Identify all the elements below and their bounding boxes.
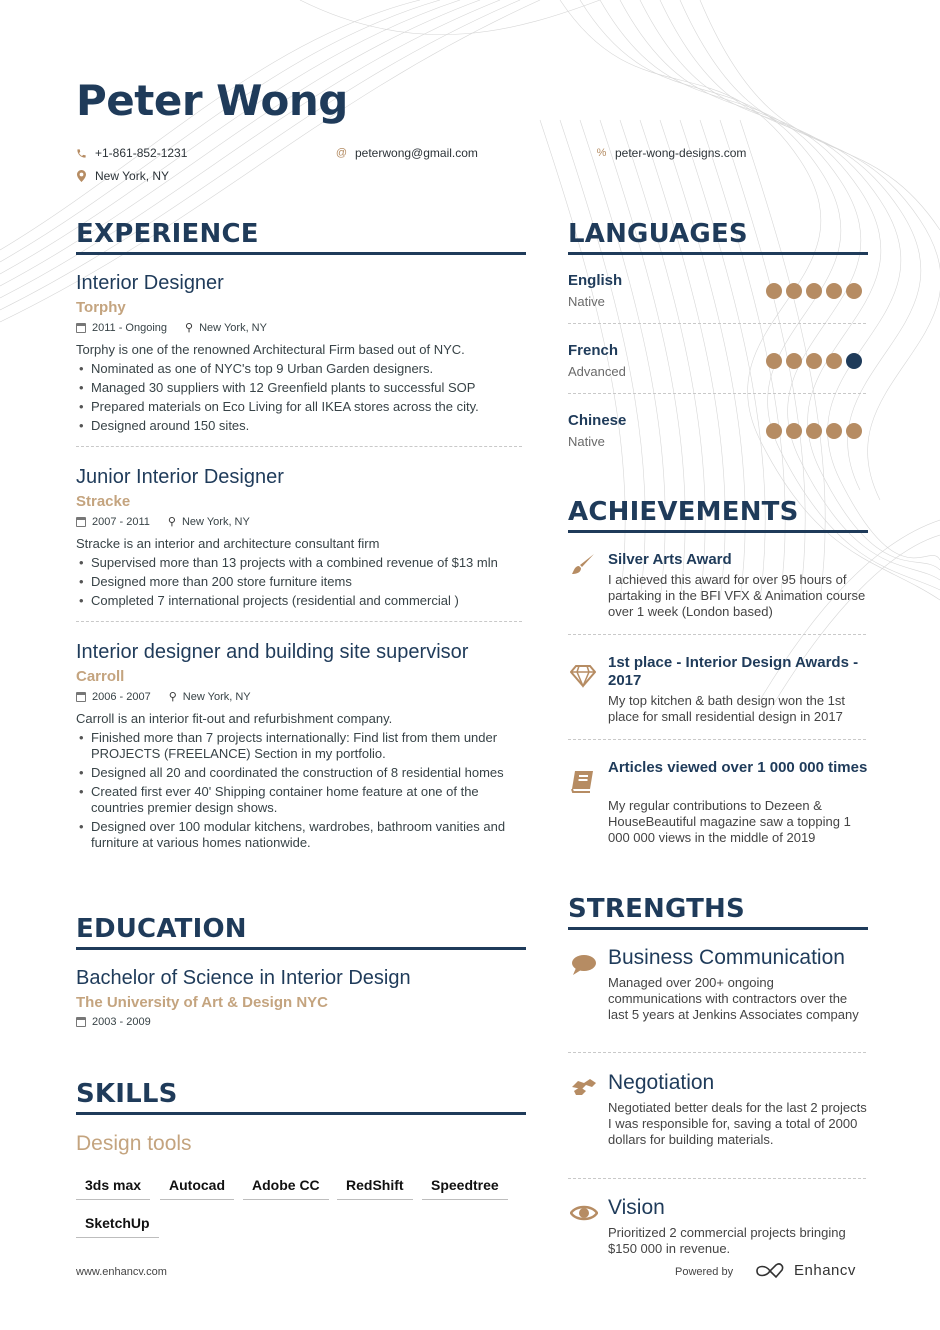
school-name: The University of Art & Design NYC bbox=[76, 994, 328, 1011]
infinity-heart-icon bbox=[754, 1263, 786, 1279]
company-name: Stracke bbox=[76, 493, 131, 510]
company-name: Torphy bbox=[76, 299, 126, 316]
rating-dot-filled bbox=[766, 423, 782, 439]
calendar-icon bbox=[76, 1017, 86, 1027]
strengths-heading: STRENGTHS bbox=[568, 894, 745, 924]
rating-dot-filled bbox=[846, 423, 862, 439]
skill-tag: Adobe CC bbox=[243, 1177, 329, 1200]
diamond-icon bbox=[570, 664, 596, 690]
rating-dot-filled bbox=[806, 423, 822, 439]
job-title: Interior designer and building site supervisor bbox=[76, 641, 469, 663]
skill-tag: Autocad bbox=[160, 1177, 234, 1200]
achievement-description: My regular contributions to Dezeen & HouseBeautiful magazine saw a topping 1 000 000 views in the middle of 2019 bbox=[608, 798, 851, 845]
language-level: Native bbox=[568, 294, 605, 309]
language-level: Native bbox=[568, 434, 605, 449]
bullet-item: • Nominated as one of NYC's top 9 Urban Garden designers. bbox=[76, 361, 526, 377]
job-description: Torphy is one of the renowned Architectural Firm based out of NYC. bbox=[76, 342, 465, 357]
job-location: New York, NY bbox=[199, 321, 267, 334]
calendar-icon bbox=[76, 323, 86, 333]
job-meta bbox=[76, 515, 250, 528]
job-bullets bbox=[76, 730, 526, 854]
bullet-item: • Designed over 100 modular kitchens, wardrobes, bathroom vanities and furniture at various homes nationwide. bbox=[76, 819, 526, 851]
language-rating bbox=[766, 423, 862, 439]
language-separator bbox=[568, 393, 866, 394]
skill-tag: RedShift bbox=[337, 1177, 413, 1200]
email-text: peterwong@gmail.com bbox=[355, 146, 478, 160]
rating-dot-filled bbox=[806, 283, 822, 299]
bullet-item: • Managed 30 suppliers with 12 Greenfield plants to successful SOP bbox=[76, 380, 526, 396]
language-separator bbox=[568, 323, 866, 324]
bullet-item: • Completed 7 international projects (residential and commercial ) bbox=[76, 593, 526, 609]
phone-icon bbox=[76, 148, 87, 159]
rating-dot-filled bbox=[766, 353, 782, 369]
at-icon: @ bbox=[335, 147, 348, 159]
job-bullets bbox=[76, 555, 526, 612]
powered-by-text: Powered by bbox=[675, 1266, 734, 1278]
achievements-heading: ACHIEVEMENTS bbox=[568, 497, 799, 527]
languages-divider bbox=[568, 252, 868, 255]
skill-tag: SketchUp bbox=[76, 1215, 159, 1238]
experience-divider bbox=[76, 252, 526, 255]
degree-title: Bachelor of Science in Interior Design bbox=[76, 967, 411, 989]
bullet-item: • Prepared materials on Eco Living for all IKEA stores across the city. bbox=[76, 399, 526, 415]
location-contact bbox=[76, 169, 169, 183]
education-divider bbox=[76, 947, 526, 950]
strength-separator bbox=[568, 1052, 866, 1053]
job-meta bbox=[76, 321, 267, 334]
skills-heading: SKILLS bbox=[76, 1079, 178, 1109]
bullet-item: • Designed around 150 sites. bbox=[76, 418, 526, 434]
rating-dot-filled bbox=[786, 283, 802, 299]
website-text: peter-wong-designs.com bbox=[615, 146, 747, 160]
language-level: Advanced bbox=[568, 364, 626, 379]
experience-heading: EXPERIENCE bbox=[76, 219, 259, 249]
bullet-item: • Designed more than 200 store furniture items bbox=[76, 574, 526, 590]
skills-divider bbox=[76, 1112, 526, 1115]
language-name: English bbox=[568, 272, 623, 289]
phone-text: +1-861-852-1231 bbox=[95, 146, 188, 160]
language-name: Chinese bbox=[568, 412, 627, 429]
achievement-separator bbox=[568, 634, 866, 635]
language-rating bbox=[766, 283, 862, 299]
company-name: Carroll bbox=[76, 668, 125, 685]
job-bullets bbox=[76, 361, 526, 437]
job-location: New York, NY bbox=[181, 515, 250, 528]
strength-description: Negotiated better deals for the last 2 projects I was responsible for, saving a total of 2000 dollars for building materials. bbox=[608, 1100, 867, 1147]
paintbrush-icon bbox=[570, 552, 596, 578]
strength-separator bbox=[568, 1178, 866, 1179]
languages-heading: LANGUAGES bbox=[568, 219, 748, 249]
rating-dot-empty bbox=[846, 353, 862, 369]
skill-tag: 3ds max bbox=[76, 1177, 150, 1200]
eye-icon bbox=[570, 1203, 596, 1229]
speech-bubble-icon bbox=[570, 953, 596, 979]
job-dates: 2006 - 2007 bbox=[92, 690, 151, 703]
location-pin-icon: ⚲ bbox=[167, 516, 176, 528]
phone-contact[interactable] bbox=[76, 146, 187, 160]
rating-dot-filled bbox=[786, 423, 802, 439]
job-dates: 2011 - Ongoing bbox=[92, 321, 168, 334]
job-title: Junior Interior Designer bbox=[76, 466, 284, 488]
bullet-item: • Created first ever 40' Shipping container home feature at one of the countries premier design shows. bbox=[76, 784, 526, 816]
job-description: Stracke is an interior and architecture consultant firm bbox=[76, 536, 380, 551]
achievement-separator bbox=[568, 739, 866, 740]
education-dates: 2003 - 2009 bbox=[92, 1016, 151, 1028]
achievement-title: 1st place - Interior Design Awards - 2017 bbox=[608, 654, 859, 689]
job-description: Carroll is an interior fit-out and refurbishment company. bbox=[76, 711, 393, 726]
location-pin-icon: ⚲ bbox=[168, 691, 177, 703]
book-icon bbox=[570, 769, 596, 795]
location-pin-icon bbox=[76, 171, 87, 182]
email-contact[interactable] bbox=[336, 146, 478, 160]
calendar-icon bbox=[76, 692, 86, 702]
bullet-item: • Designed all 20 and coordinated the construction of 8 residential homes bbox=[76, 765, 526, 781]
job-separator bbox=[76, 446, 522, 447]
language-name: French bbox=[568, 342, 619, 359]
website-contact[interactable] bbox=[596, 146, 746, 160]
footer-url[interactable]: www.enhancv.com bbox=[76, 1266, 167, 1278]
achievement-title: Silver Arts Award bbox=[608, 551, 732, 568]
job-location: New York, NY bbox=[182, 690, 251, 703]
candidate-name: Peter Wong bbox=[76, 76, 348, 125]
strength-title: Negotiation bbox=[608, 1071, 715, 1094]
rating-dot-filled bbox=[826, 423, 842, 439]
strength-description: Managed over 200+ ongoing communications with contractors over the last 5 years at Jenkins Associates company bbox=[608, 975, 859, 1022]
skill-tag: Speedtree bbox=[422, 1177, 508, 1200]
rating-dot-filled bbox=[806, 353, 822, 369]
location-text: New York, NY bbox=[95, 169, 170, 183]
education-meta bbox=[76, 1016, 151, 1028]
job-separator bbox=[76, 621, 522, 622]
rating-dot-filled bbox=[826, 353, 842, 369]
strength-description: Prioritized 2 commercial projects bringing $150 000 in revenue. bbox=[608, 1225, 846, 1256]
rating-dot-filled bbox=[846, 283, 862, 299]
rating-dot-filled bbox=[786, 353, 802, 369]
achievement-title: Articles viewed over 1 000 000 times bbox=[608, 759, 868, 776]
job-meta bbox=[76, 690, 251, 703]
rating-dot-filled bbox=[766, 283, 782, 299]
enhancv-logo[interactable] bbox=[754, 1262, 856, 1279]
link-icon: % bbox=[596, 147, 607, 159]
job-dates: 2007 - 2011 bbox=[92, 515, 150, 528]
skill-category: Design tools bbox=[76, 1132, 192, 1155]
handshake-icon bbox=[570, 1077, 596, 1103]
language-rating bbox=[766, 353, 862, 369]
job-title: Interior Designer bbox=[76, 272, 224, 294]
strength-title: Business Communication bbox=[608, 946, 845, 969]
strengths-divider bbox=[568, 927, 868, 930]
calendar-icon bbox=[76, 517, 86, 527]
brand-name: Enhancv bbox=[794, 1262, 856, 1279]
rating-dot-filled bbox=[826, 283, 842, 299]
achievement-description: My top kitchen & bath design won the 1st place for small residential design in 2017 bbox=[608, 693, 846, 724]
achievement-description: I achieved this award for over 95 hours of partaking in the BFI VFX & Animation course over 1 week (London based) bbox=[608, 572, 866, 619]
bullet-item: • Supervised more than 13 projects with a combined revenue of $13 mln bbox=[76, 555, 526, 571]
strength-title: Vision bbox=[608, 1196, 665, 1219]
achievements-divider bbox=[568, 530, 868, 533]
location-pin-icon: ⚲ bbox=[185, 322, 194, 334]
bullet-item: • Finished more than 7 projects internationally: Find list from them under PROJECTS (FREELANCE) Section in my portfolio. bbox=[76, 730, 526, 762]
education-heading: EDUCATION bbox=[76, 914, 247, 944]
